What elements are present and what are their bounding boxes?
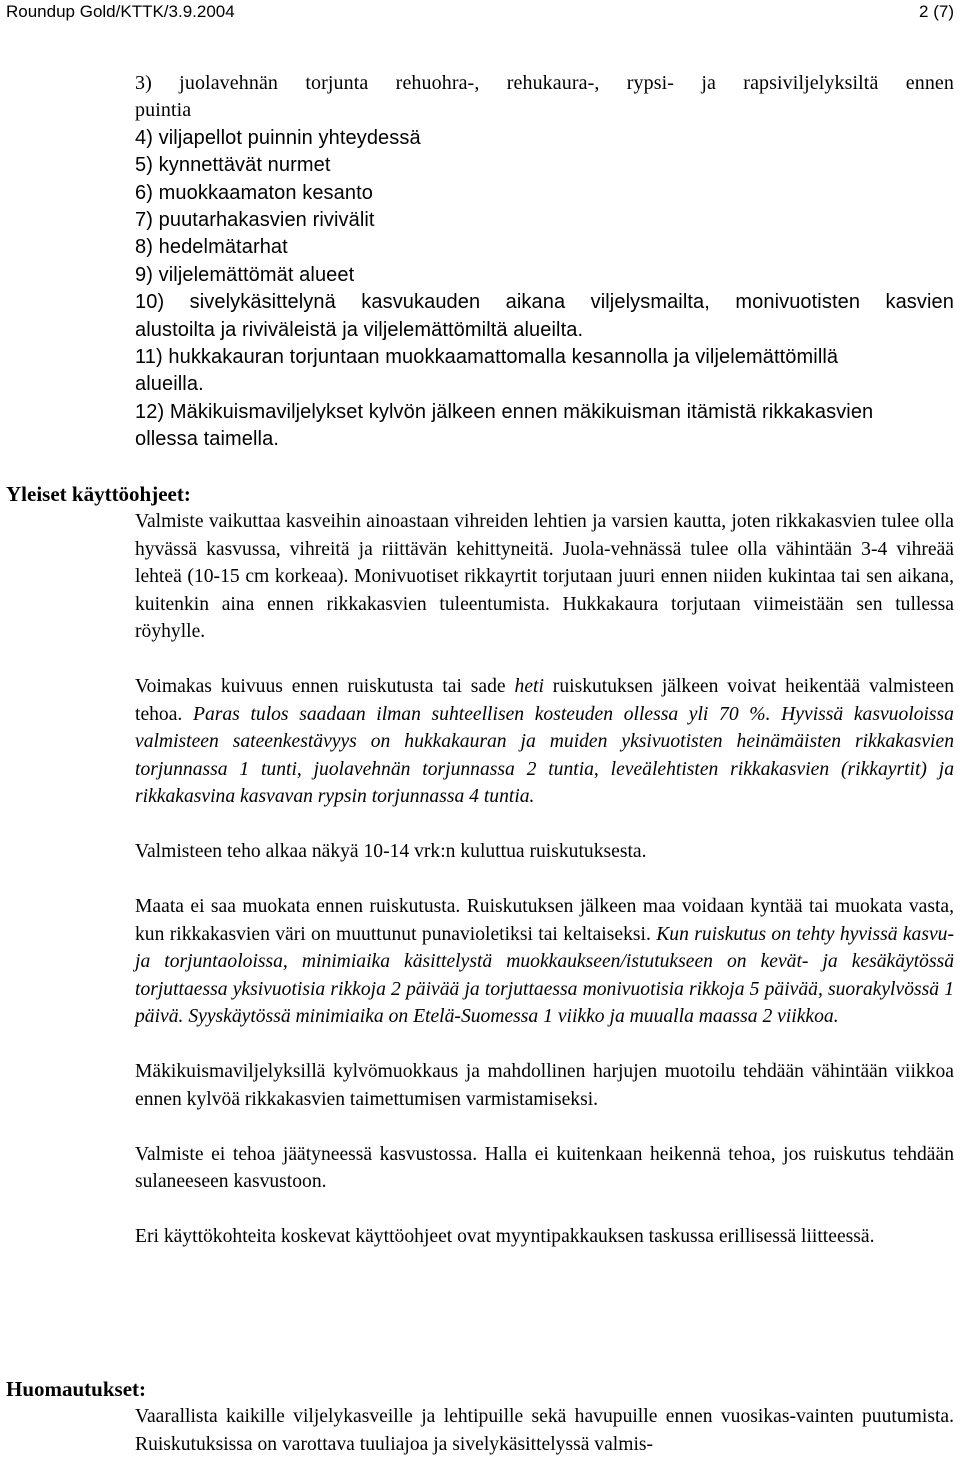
list-item: 10) sivelykäsittelynä kasvukauden aikana viljelysmailta, monivuotisten kasvien	[135, 291, 954, 314]
list-item: 11) hukkakauran torjuntaan muokkaamattomalla kesannolla ja viljelemättömillä	[135, 346, 839, 369]
list-item: 9) viljelemättömät alueet	[135, 263, 355, 286]
list-item: 6) muokkaamaton kesanto	[135, 181, 373, 204]
list-item: 5) kynnettävät nurmet	[135, 154, 331, 177]
general-paragraph: Maata ei saa muokata ennen ruiskutusta. Ruiskutuksen jälkeen maa voidaan kyntää tai muokata vasta, kun rikkakasvien väri on muuttunut punavioletiksi tai keltaiseksi. Kun ruiskutus on tehty hyvissä kasvu- ja torjuntaoloissa, minimiaika käsittelystä muokkaukseen/istutukseen on kevät- ja kesäkäytössä torjuttaessa yksivuotisia rikkoja 2 päivää ja torjuttaessa monivuotisia rikkoja 5 päivää, suorakylvössä 1 päivä. Syyskäytössä minimiaika on Etelä-Suomessa 1 viikko ja muualla maassa 2 viikkoa.	[135, 896, 954, 1027]
list-item: 7) puutarhakasvien rivivälit	[135, 209, 375, 232]
general-paragraph: Voimakas kuivuus ennen ruiskutusta tai sade heti ruiskutuksen jälkeen voivat heikentää valmisteen tehoa. Paras tulos saadaan ilman suhteellisen kosteuden ollessa yli 70 %. Hyvissä kasvuoloissa valmisteen sateenkestävyys on hukkakauran ja muiden yksivuotisten heinämäisten rikkakasvien torjunnassa 1 tunti, juolavehnän torjunnassa 2 tuntia, leveälehtisten rikkakasvien (rikkayrtit) ja rikkakasvina kasvavan rypsin torjunnassa 4 tuntia.	[135, 676, 955, 807]
list-item: alustoilta ja riviväleistä ja viljelemättömiltä alueilta.	[135, 318, 584, 341]
general-instructions-heading: Yleiset käyttöohjeet:	[6, 482, 191, 506]
notes-paragraph: Vaarallista kaikille viljelykasveille ja lehtipuille sekä havupuille ennen vuosikas-vainten puutumista. Ruiskutuksissa on varottava tuuliajoa ja sivelykäsittelyssä valmis-	[135, 1406, 954, 1455]
general-paragraph: Valmiste vaikuttaa kasveihin ainoastaan vihreiden lehtien ja varsien kautta, joten rikkakasvien tulee olla hyvässä kasvussa, vihreitä ja riittävän kehittyneitä. Juola-vehnässä tulee olla vähintään 3-4 vihreää lehteä (10-15 cm korkeaa). Monivuotiset rikkayrtit torjutaan juuri ennen niiden kukintaa tai sen aikana, kuitenkin aina ennen rikkakasvien tuleentumista. Hukkakaura torjutaan viimeistään sen tullessa röyhylle.	[135, 511, 954, 642]
page-header	[6, 0, 954, 24]
page-number: 2 (7)	[919, 2, 954, 21]
list-item: 12) Mäkikuismaviljelykset kylvön jälkeen ennen mäkikuisman itämistä rikkakasvien	[135, 400, 874, 423]
list-item: ollessa taimella.	[135, 428, 279, 451]
notes-body	[135, 1403, 954, 1458]
general-paragraph: Valmiste ei tehoa jäätyneessä kasvustossa. Halla ei kuitenkaan heikennä tehoa, jos ruiskutus tehdään sulaneeseen kasvustoon.	[135, 1143, 954, 1192]
usage-list	[135, 70, 954, 454]
general-paragraph: Eri käyttökohteita koskevat käyttöohjeet ovat myyntipakkauksen taskussa erillisessä liitteessä.	[135, 1226, 875, 1247]
general-paragraph: Valmisteen teho alkaa näkyä 10-14 vrk:n kuluttua ruiskutuksesta.	[135, 841, 647, 862]
general-instructions-body	[135, 508, 954, 1251]
list-item: puintia	[135, 99, 192, 122]
list-item: 3) juolavehnän torjunta rehuohra-, rehukaura-, rypsi- ja rapsiviljelyksiltä ennen	[135, 72, 954, 94]
list-item: 8) hedelmätarhat	[135, 236, 288, 259]
notes-heading: Huomautukset:	[6, 1377, 147, 1401]
document-reference: Roundup Gold/KTTK/3.9.2004	[6, 2, 235, 21]
list-item: alueilla.	[135, 373, 204, 396]
list-item: 4) viljapellot puinnin yhteydessä	[135, 126, 421, 149]
general-paragraph: Mäkikuismaviljelyksillä kylvömuokkaus ja mahdollinen harjujen muotoilu tehdään vähintään viikkoa ennen kylvöä rikkakasvien taimettumisen varmistamiseksi.	[135, 1061, 954, 1110]
